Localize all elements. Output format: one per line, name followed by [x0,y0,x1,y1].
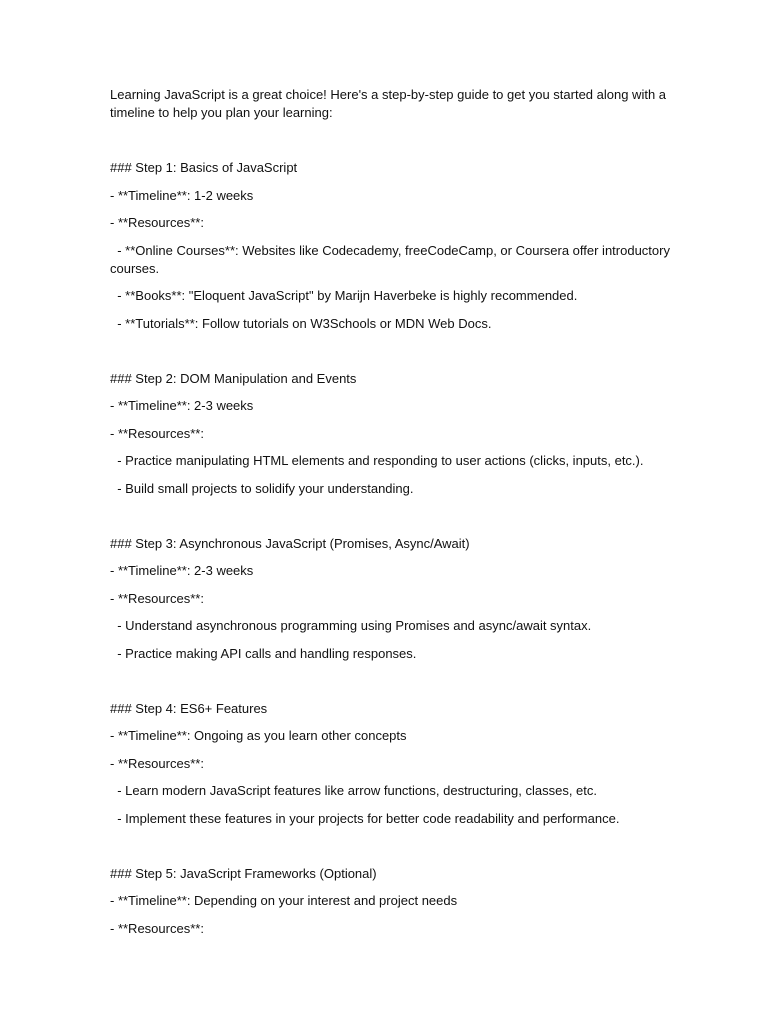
section-heading: ### Step 3: Asynchronous JavaScript (Promises, Async/Await) [110,535,470,551]
section-line: - **Timeline**: 2-3 weeks [110,563,254,578]
section-heading: ### Step 5: JavaScript Frameworks (Optional) [110,865,377,881]
section-line: - Implement these features in your projects for better code readability and performance. [110,810,620,826]
section-line: - **Timeline**: Depending on your interest and project needs [110,893,458,908]
intro-paragraph: Learning JavaScript is a great choice! Here's a step-by-step guide to get you started along with a timeline to help you plan your learning: [110,87,667,120]
step-2-section [110,370,670,498]
section-heading: ### Step 2: DOM Manipulation and Events [110,370,357,386]
section-line: - **Resources**: [110,215,204,230]
step-3-section [110,535,670,663]
section-line: - **Timeline**: 1-2 weeks [110,187,254,203]
section-line: - **Online Courses**: Websites like Codecademy, freeCodeCamp, or Coursera offer introductory courses. [110,242,674,276]
section-line: - Practice making API calls and handling responses. [110,645,417,661]
section-line: - **Resources**: [110,590,204,606]
section-heading: ### Step 1: Basics of JavaScript [110,160,298,175]
section-line: - **Timeline**: Ongoing as you learn other concepts [110,728,407,743]
document-content [110,86,674,975]
step-1-section [110,159,674,333]
step-4-section [110,700,670,828]
section-line: - **Books**: "Eloquent JavaScript" by Marijn Haverbeke is highly recommended. [110,288,578,303]
section-heading: ### Step 4: ES6+ Features [110,700,268,716]
step-5-section [110,865,670,938]
section-line: - **Timeline**: 2-3 weeks [110,398,254,413]
section-line: - **Tutorials**: Follow tutorials on W3Schools or MDN Web Docs. [110,315,492,331]
section-line: - **Resources**: [110,755,204,771]
section-line: - **Resources**: [110,425,204,441]
section-line: - Practice manipulating HTML elements and responding to user actions (clicks, inputs, etc.). [110,453,644,468]
section-line: - **Resources**: [110,920,204,936]
section-line: - Build small projects to solidify your understanding. [110,480,414,496]
section-line: - Learn modern JavaScript features like arrow functions, destructuring, classes, etc. [110,783,598,798]
section-line: - Understand asynchronous programming using Promises and async/await syntax. [110,618,592,633]
